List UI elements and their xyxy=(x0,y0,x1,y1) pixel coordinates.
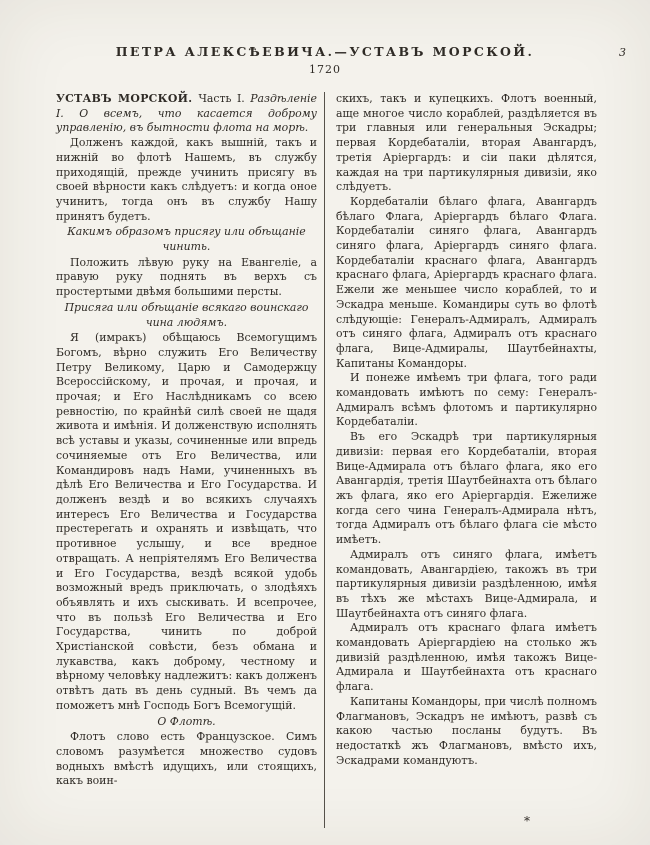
paragraph: Въ его Эскадрѣ три партикулярныя дивизіи: первая его Кордебаталіи, вторая Вице-Адмирала отъ бѣлаго флага, яко его Авангардія, третія Шаутбейнахта отъ бѣлаго жъ флага, яко его Аріергардія. Ежелиже когда сего чина Генералъ-Адмирала нѣтъ, тогда Адмиралъ отъ бѣлаго флага сіе мѣсто имѣетъ. xyxy=(336,430,597,547)
left-column xyxy=(56,92,317,789)
footnote-asterisk: * xyxy=(524,814,530,828)
paragraph: Капитаны Командоры, при числѣ полномъ Флагмановъ, Эскадръ не имѣютъ, развѣ съ какою частью посланы будутъ. Въ недостаткѣ жъ Флагмановъ, вмѣсто ихъ, Эскадрами командуютъ. xyxy=(336,694,597,767)
column-divider xyxy=(324,92,325,828)
paragraph: Адмиралъ отъ краснаго флага имѣетъ командовать Аріергардіею на столько жъ дивизій раздѣленною, имѣя такожъ Вице-Адмирала и Шаутбейнахта отъ краснаго флага. xyxy=(336,621,597,694)
paragraph: И понеже имѣемъ три флага, того ради командовать имѣютъ по сему: Генералъ-Адмиралъ всѣмъ флотомъ и партикулярно Кордебаталіи. xyxy=(336,371,597,429)
oath-paragraph: Я (имракъ) обѣщаюсь Всемогущимъ Богомъ, вѣрно служить Его Величеству Петру Великому, Царю и Самодержцу Всероссійскому, и прочая, и прочая, и прочая; и Его Наслѣдникамъ со всею ревностію, по крайнѣй силѣ своей не щадя живота и имѣнія. И долженствую исполнять всѣ уставы и указы, сочиненные или впредь сочиняемые отъ Его Величества, или Командировъ надъ Нами, учиненныхъ въ дѣлѣ Его Величества и Его Государства. И долженъ вездѣ и во всякихъ случаяхъ интересъ Его Величества и Государства престерегать и охранять и извѣщать, что противное услышу, и все вредное отвращать. А непріятелямъ Его Величества и Его Государства, вездѣ всякой удобь возможный вредъ приключать, о злодѣяхъ объявлять и ихъ сыскивать. И всепрочее, что въ пользѣ Его Величества и Его Государства, чинить по доброй Христіанской совѣсти, безъ обмана и лукавства, какъ доброму, честному и вѣрному человѣку надлежитъ: какъ долженъ отвѣтъ дать въ день судный. Въ чемъ да поможетъ мнѣ Господь Богъ Всемогущій. xyxy=(56,331,317,712)
paragraph: Флотъ слово есть Французское. Симъ словомъ разумѣется множество судовъ водныхъ вмѣстѣ идущихъ, или стоящихъ, какъ воин- xyxy=(56,730,317,788)
paragraph: Долженъ каждой, какъ вышній, такъ и нижній во флотѣ Нашемъ, въ службу приходящій, прежде учинить присягу въ своей вѣрности какъ слѣдуетъ: и когда оное учинитъ, тогда онъ въ службу Нашу принятъ будетъ. xyxy=(56,136,317,223)
subheading: Присяга или обѣщаніе всякаго воинскаго чина людямъ. xyxy=(64,300,309,329)
paragraph-continuation: скихъ, такъ и купецкихъ. Флотъ военный, аще многое число кораблей, раздѣляется въ три главныя или генеральныя Эскадры; первая Кордебаталіи, вторая Авангардъ, третія Аріергардъ: и сіи паки дѣлятся, каждая на три партикулярныя дивизіи, яко слѣдуетъ. xyxy=(336,92,597,194)
subheading: Какимъ образомъ присягу или обѣщаніе чинить. xyxy=(67,225,306,254)
year-label: 1720 xyxy=(309,63,341,76)
right-column xyxy=(336,92,597,768)
text-segment: УСТАВЪ МОРСКОЙ. xyxy=(56,92,199,105)
running-title: ПЕТРА АЛЕКСѢЕВИЧА.—УСТАВЪ МОРСКОЙ. xyxy=(115,44,535,59)
text-segment: Раздѣленіе I. О всемъ, что касается доброму управленію, въ бытности флота на морѣ. xyxy=(56,92,317,135)
paragraph: Адмиралъ отъ синяго флага, имѣетъ командовать, Авангардіею, такожъ въ три партикулярныя дивизіи раздѣленною, имѣя въ тѣхъ же мѣстахъ Вице-Адмирала, и Шаутбейнахта отъ синяго флага. xyxy=(336,547,597,620)
chapter-heading: О Флотѣ. xyxy=(157,714,216,728)
paragraph: Положить лѣвую руку на Евангеліе, а правую руку поднять въ верхъ съ простертыми двѣмя большими персты. xyxy=(56,255,317,299)
text-segment: Часть I. xyxy=(198,92,251,105)
paragraph: Кордебаталіи бѣлаго флага, Авангардъ бѣлаго Флага, Аріергардъ бѣлаго Флага. Кордебаталіи синяго флага, Авангардъ синяго флага, Аріергардъ синяго флага. Кордебаталіи краснаго флага, Авангардъ краснаго флага, Аріергардъ краснаго флага. Ежели же меньшее число кораблей, то и Эскадра меньше. Командиры суть во флотѣ слѣдующіе: Генералъ-Адмиралъ, Адмиралъ отъ синяго флага, Адмиралъ отъ краснаго флага, Вице-Адмиралы, Шаутбейнахты, Капитаны Командоры. xyxy=(336,194,597,370)
page-number: 3 xyxy=(619,46,626,59)
section-opening xyxy=(56,92,317,136)
